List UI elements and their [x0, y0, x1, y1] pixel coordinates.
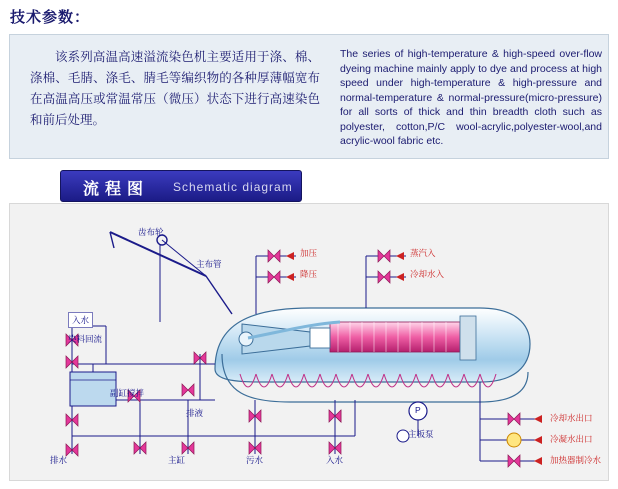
label-main-cloth-tube: 主布管: [196, 259, 222, 269]
label-main-pump: 主板泵: [408, 429, 434, 439]
banner-label-chinese: 流程图: [83, 181, 150, 198]
intro-text-english: The series of high-temperature & high-speed over-flow dyeing machine mainly apply to dye and process at high speed under high-temperature & high-pressure and normal-temperature & normal-pressure(micro-pressure) for all sorts of thick and thin breadth cloth such as polyester, cotton,P/C wool-acrylic,polyester-wool,and acrylic-wool fabric etc.: [340, 48, 602, 147]
schematic-banner: [60, 170, 302, 202]
label-dye-return: 染料回流: [68, 334, 103, 344]
page-title: 技术参数：: [10, 9, 91, 26]
intro-panel: [9, 34, 609, 159]
label-water-inlet: 入水: [68, 312, 93, 328]
intro-text-chinese: 该系列高温高速溢流染色机主要适用于涤、棉、涤棉、毛腈、涤毛、腈毛等编织物的各种厚薄幅宽布在高温高压或常温常压（微压）状态下进行高速染色和前后处理。: [30, 50, 320, 127]
label-pressurize: 加压: [300, 248, 318, 258]
schematic-diagram: [9, 203, 609, 481]
label-depressurize: 降压: [300, 269, 318, 279]
label-main-tank: 主缸: [168, 455, 186, 465]
label-waste-water: 污水: [246, 455, 264, 465]
label-cooling-inlet: 冷却水入: [410, 269, 445, 279]
label-heater-coolant: 加热器制冷水: [550, 455, 602, 465]
label-cooling-outlet: 冷却水出口: [550, 413, 593, 423]
label-water-inlet-2: 入水: [326, 455, 344, 465]
label-pressure-gauge: P: [415, 405, 421, 415]
banner-label-english: Schematic diagram: [173, 180, 293, 194]
label-condensate-outlet: 冷凝水出口: [550, 434, 593, 444]
label-steam-inlet: 蒸汽入: [410, 248, 436, 258]
label-aux-tank-mixer: 副缸搅拌: [110, 388, 145, 398]
label-cloth-wheel: 齿布轮: [138, 227, 164, 237]
label-drain-liquid: 排液: [186, 408, 204, 418]
label-drain: 排水: [50, 455, 68, 465]
